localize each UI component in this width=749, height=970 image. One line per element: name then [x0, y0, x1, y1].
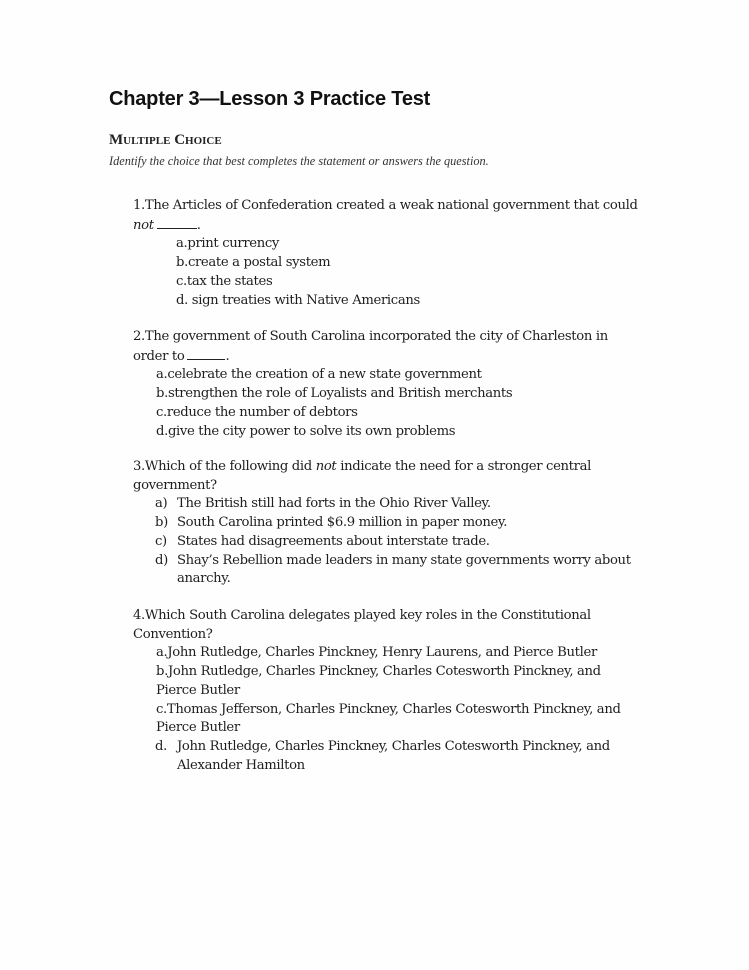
option-b — [133, 663, 643, 700]
option-b — [133, 254, 643, 273]
question-stem — [133, 197, 643, 235]
option-marker: c. — [156, 404, 167, 420]
stem-text: 1.The Articles of Confederation created a weak national government that could — [133, 198, 638, 213]
option-d — [133, 292, 643, 311]
option-text: John Rutledge, Charles Pinckney, Henry Laurens, and Pierce Butler — [167, 645, 597, 661]
answer-options — [133, 644, 643, 775]
option-marker: a) — [155, 496, 168, 512]
option-text: The British still had forts in the Ohio River Valley. — [177, 496, 491, 512]
option-marker: b) — [155, 515, 168, 531]
option-text: strengthen the role of Loyalists and British merchants — [167, 386, 513, 402]
stem-text: 2.The government of South Carolina incorporated the city of Charleston in order to — [133, 329, 608, 364]
option-marker: c) — [155, 533, 167, 549]
stem-emphasis: not — [133, 217, 154, 233]
option-marker: c. — [156, 701, 167, 717]
option-b — [133, 385, 643, 404]
answer-options — [133, 495, 643, 589]
option-marker: d) — [155, 552, 168, 568]
answer-options — [133, 366, 643, 441]
option-marker: a. — [156, 645, 168, 661]
stem-text: 3.Which of the following did — [133, 459, 316, 474]
option-text: give the city power to solve its own problems — [167, 423, 456, 439]
option-d — [133, 423, 643, 442]
stem-suffix: . — [225, 348, 230, 364]
instructions-text: Identify the choice that best completes the statement or answers the question. — [109, 154, 489, 168]
stem-suffix: . — [196, 217, 201, 233]
option-text: print currency — [187, 236, 280, 252]
question-1 — [133, 197, 643, 310]
option-marker: d. — [156, 423, 168, 439]
option-a — [133, 235, 643, 254]
answer-blank — [157, 216, 197, 229]
option-marker: b. — [176, 255, 188, 271]
answer-options — [133, 235, 643, 310]
option-marker: a. — [156, 367, 168, 383]
option-marker: b. — [156, 664, 168, 680]
option-text: create a postal system — [187, 255, 331, 271]
question-stem — [133, 328, 643, 366]
page-title: Chapter 3—Lesson 3 Practice Test — [109, 88, 431, 110]
option-text: John Rutledge, Charles Pinckney, Charles Cotesworth Pinckney, and Pierce Butler — [156, 664, 601, 698]
option-marker: a. — [176, 236, 188, 252]
answer-blank — [187, 347, 225, 360]
option-a — [133, 366, 643, 385]
option-b — [133, 514, 643, 533]
option-c — [133, 701, 643, 738]
option-text: celebrate the creation of a new state government — [167, 367, 482, 383]
option-c — [133, 533, 643, 552]
stem-text: 4.Which South Carolina delegates played key roles in the Constitutional Convention? — [133, 608, 591, 642]
option-text: Shay’s Rebellion made leaders in many state governments worry about anarchy. — [177, 552, 631, 587]
option-text: reduce the number of debtors — [166, 404, 358, 420]
question-3 — [133, 458, 643, 589]
question-stem — [133, 607, 643, 644]
option-a — [133, 644, 643, 663]
stem-emphasis: not — [315, 459, 337, 474]
option-a — [133, 495, 643, 514]
option-text: Thomas Jefferson, Charles Pinckney, Charles Cotesworth Pinckney, and Pierce Butler — [156, 701, 621, 736]
option-text: John Rutledge, Charles Pinckney, Charles Cotesworth Pinckney, and Alexander Hamilton — [177, 738, 610, 773]
option-marker: d. — [176, 292, 192, 308]
option-c — [133, 273, 643, 292]
section-heading: Multiple Choice — [109, 132, 222, 148]
question-4 — [133, 607, 643, 775]
option-marker: b. — [156, 386, 168, 402]
question-2 — [133, 328, 643, 441]
option-text: South Carolina printed $6.9 million in paper money. — [177, 515, 508, 531]
option-d — [133, 738, 643, 775]
option-c — [133, 404, 643, 423]
option-marker: d. — [155, 738, 167, 754]
question-stem — [133, 458, 643, 495]
option-text: tax the states — [186, 273, 273, 289]
option-marker: c. — [176, 273, 187, 289]
option-text: States had disagreements about interstate trade. — [177, 533, 490, 549]
option-d — [133, 552, 643, 589]
stem-text: indicate the need for a stronger central government? — [133, 459, 591, 493]
option-text: sign treaties with Native Americans — [191, 292, 420, 308]
